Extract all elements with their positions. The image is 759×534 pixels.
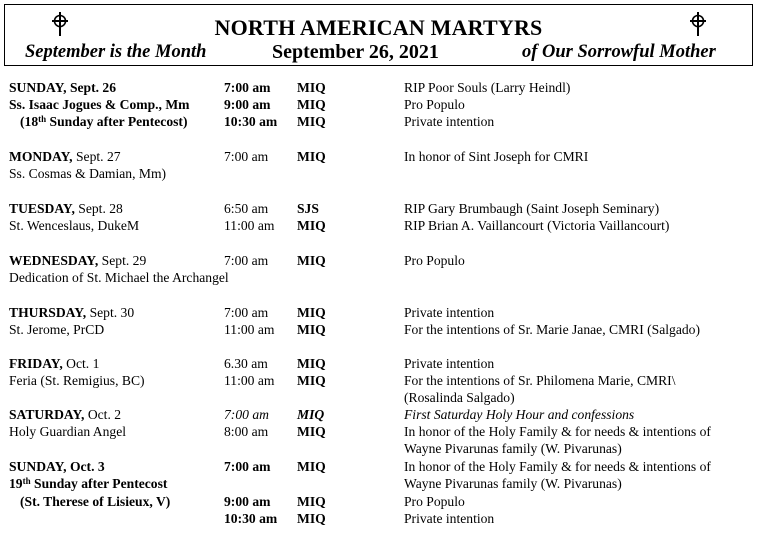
schedule-row bbox=[0, 148, 759, 165]
bulletin-date: September 26, 2021 bbox=[272, 41, 439, 63]
schedule-row bbox=[0, 165, 759, 182]
mass-intention: (Rosalinda Salgado) bbox=[404, 390, 515, 405]
day-name: TUESDAY, bbox=[9, 201, 75, 216]
mass-time: 7:00 am bbox=[224, 305, 269, 320]
mass-time: 8:00 am bbox=[224, 424, 269, 439]
feast-name: Ss. Isaac Jogues & Comp., Mm bbox=[9, 97, 190, 112]
day-date: Sept. 28 bbox=[74, 201, 123, 216]
schedule-row bbox=[0, 252, 759, 269]
header-box bbox=[4, 4, 753, 66]
day-date: Oct. 2 bbox=[84, 407, 122, 422]
mass-time: 7:00 am bbox=[224, 407, 269, 422]
day-heading bbox=[9, 79, 116, 96]
mass-intention: RIP Gary Brumbaugh (Saint Joseph Seminary) bbox=[404, 201, 660, 216]
mass-location: MIQ bbox=[297, 459, 326, 474]
mass-location: MIQ bbox=[297, 305, 326, 320]
mass-intention: In honor of the Holy Family & for needs & intentions of bbox=[404, 459, 711, 474]
schedule-row bbox=[0, 217, 759, 234]
schedule-row bbox=[0, 406, 759, 423]
mass-location: MIQ bbox=[297, 114, 326, 129]
ordinal-suffix: th bbox=[38, 114, 47, 124]
feast-suffix: Sunday after Pentecost bbox=[30, 476, 168, 491]
mass-intention: Pro Populo bbox=[404, 494, 465, 509]
day-heading bbox=[9, 406, 121, 423]
feast-name: St. Jerome, PrCD bbox=[9, 322, 105, 337]
mass-location: MIQ bbox=[297, 424, 326, 439]
mass-time: 11:00 am bbox=[224, 373, 275, 388]
mass-time: 11:00 am bbox=[224, 218, 275, 233]
schedule-row bbox=[0, 269, 759, 286]
day-heading bbox=[9, 148, 121, 165]
mass-location: MIQ bbox=[297, 322, 326, 337]
schedule-row bbox=[0, 355, 759, 372]
day-name: THURSDAY, bbox=[9, 305, 87, 320]
mass-intention: For the intentions of Sr. Philomena Marie, CMRI\ bbox=[404, 373, 676, 388]
feast-name: Holy Guardian Angel bbox=[9, 424, 127, 439]
mass-time: 7:00 am bbox=[224, 149, 269, 164]
mass-time: 10:30 am bbox=[224, 511, 278, 526]
feast-name: Ss. Cosmas & Damian, Mm) bbox=[9, 166, 167, 181]
mass-location: MIQ bbox=[297, 407, 325, 422]
feast-name: Feria (St. Remigius, BC) bbox=[9, 373, 145, 388]
ordinal-suffix: th bbox=[22, 476, 31, 486]
mass-intention: In honor of the Holy Family & for needs & intentions of bbox=[404, 424, 711, 439]
day-date: Sept. 27 bbox=[72, 149, 121, 164]
mass-intention: In honor of Sint Joseph for CMRI bbox=[404, 149, 589, 164]
feast-name: Dedication of St. Michael the Archangel bbox=[9, 270, 229, 285]
mass-location: MIQ bbox=[297, 218, 326, 233]
mass-intention: Pro Populo bbox=[404, 97, 465, 112]
mass-time: 6.30 am bbox=[224, 356, 268, 371]
day-heading bbox=[9, 252, 146, 269]
mass-time: 7:00 am bbox=[224, 80, 271, 95]
schedule-row bbox=[0, 321, 759, 338]
day-name: MONDAY, bbox=[9, 149, 73, 164]
schedule-row bbox=[0, 440, 759, 457]
mass-location: SJS bbox=[297, 201, 319, 216]
feast-suffix: Sunday after Pentecost) bbox=[46, 114, 188, 129]
month-dedication-right: of Our Sorrowful Mother bbox=[522, 42, 716, 62]
mass-intention: Private intention bbox=[404, 305, 495, 320]
mass-intention: Wayne Pivarunas family (W. Pivarunas) bbox=[404, 441, 622, 456]
day-heading bbox=[9, 458, 105, 475]
mass-intention: RIP Brian A. Vaillancourt (Victoria Vaillancourt) bbox=[404, 218, 670, 233]
schedule-row bbox=[0, 423, 759, 440]
mass-time: 11:00 am bbox=[224, 322, 275, 337]
month-dedication-left: September is the Month bbox=[25, 42, 207, 62]
feast-name: (St. Therese of Lisieux, V) bbox=[20, 494, 171, 509]
mass-intention: Private intention bbox=[404, 356, 495, 371]
schedule-row bbox=[0, 304, 759, 321]
schedule-row bbox=[0, 372, 759, 389]
schedule-row bbox=[0, 79, 759, 96]
cross-icon bbox=[687, 12, 709, 36]
mass-location: MIQ bbox=[297, 253, 326, 268]
schedule-row bbox=[0, 493, 759, 510]
day-heading bbox=[9, 304, 134, 321]
mass-intention: Private intention bbox=[404, 114, 495, 129]
mass-location: MIQ bbox=[297, 149, 326, 164]
mass-location: MIQ bbox=[297, 511, 326, 526]
mass-location: MIQ bbox=[297, 97, 326, 112]
mass-location: MIQ bbox=[297, 356, 326, 371]
feast-name bbox=[9, 475, 167, 492]
mass-intention: For the intentions of Sr. Marie Janae, CMRI (Salgado) bbox=[404, 322, 700, 337]
page-title: NORTH AMERICAN MARTYRS bbox=[214, 15, 543, 40]
schedule-row bbox=[0, 200, 759, 217]
schedule-row bbox=[0, 96, 759, 113]
mass-intention: Private intention bbox=[404, 511, 495, 526]
feast-prefix: 19 bbox=[9, 476, 23, 491]
day-date: Sept. 30 bbox=[86, 305, 135, 320]
feast-name: St. Wenceslaus, DukeM bbox=[9, 218, 140, 233]
mass-time: 10:30 am bbox=[224, 114, 278, 129]
day-date: Oct. 1 bbox=[62, 356, 100, 371]
day-name: SATURDAY, bbox=[9, 407, 85, 422]
mass-intention: First Saturday Holy Hour and confessions bbox=[404, 407, 635, 422]
schedule-row bbox=[0, 113, 759, 130]
day-name: SUNDAY, Sept. 26 bbox=[9, 80, 117, 95]
mass-intention: Pro Populo bbox=[404, 253, 465, 268]
feast-prefix: (18 bbox=[20, 114, 39, 129]
mass-location: MIQ bbox=[297, 494, 326, 509]
schedule-row bbox=[0, 458, 759, 475]
schedule-row bbox=[0, 389, 759, 406]
day-name: WEDNESDAY, bbox=[9, 253, 99, 268]
day-date: Sept. 29 bbox=[98, 253, 147, 268]
mass-time: 7:00 am bbox=[224, 459, 271, 474]
mass-time: 9:00 am bbox=[224, 97, 271, 112]
mass-intention: RIP Poor Souls (Larry Heindl) bbox=[404, 80, 571, 95]
mass-time: 7:00 am bbox=[224, 253, 269, 268]
feast-name bbox=[20, 113, 187, 130]
day-heading bbox=[9, 200, 123, 217]
day-name: SUNDAY, Oct. 3 bbox=[9, 459, 105, 474]
schedule-row bbox=[0, 475, 759, 492]
mass-intention: Wayne Pivarunas family (W. Pivarunas) bbox=[404, 476, 622, 491]
mass-location: MIQ bbox=[297, 80, 326, 95]
day-heading bbox=[9, 355, 99, 372]
mass-time: 6:50 am bbox=[224, 201, 269, 216]
mass-location: MIQ bbox=[297, 373, 326, 388]
mass-time: 9:00 am bbox=[224, 494, 271, 509]
day-name: FRIDAY, bbox=[9, 356, 63, 371]
schedule-row bbox=[0, 510, 759, 527]
